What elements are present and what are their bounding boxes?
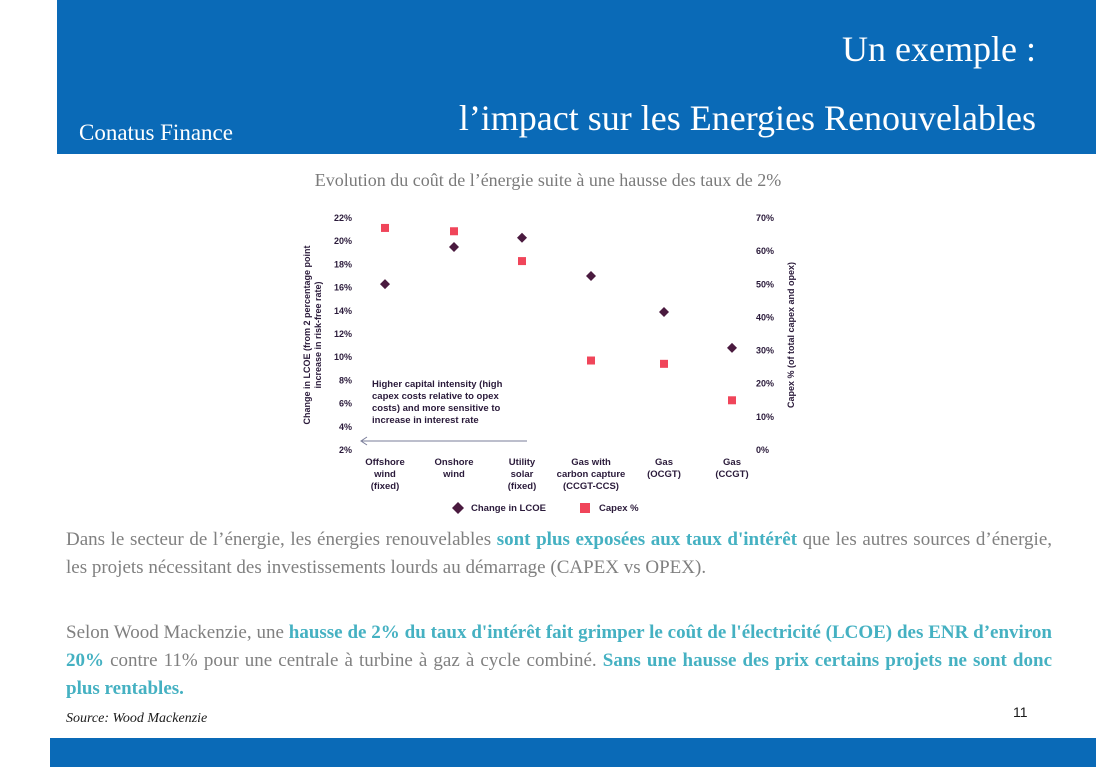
x-category-label: (CCGT-CCS): [563, 481, 619, 492]
y-right-tick-label: 60%: [756, 246, 775, 257]
p1-highlight: sont plus exposées aux taux d'intérêt: [496, 529, 798, 550]
y-left-tick-label: 16%: [333, 282, 352, 293]
legend-lcoe-marker: [452, 502, 464, 514]
slide-title-line2: l’impact sur les Energies Renouvelables: [458, 98, 1036, 138]
annotation-line: capex costs relative to opex: [372, 391, 499, 402]
p2-highlight-2: Sans une hausse des prix certains projets ne sont donc plus rentables.: [66, 650, 1052, 699]
header-banner: [57, 0, 1096, 154]
capex-point: [381, 224, 389, 232]
x-category-label: (CCGT): [715, 469, 749, 480]
lcoe-point: [727, 343, 737, 353]
x-category-label: Utility: [508, 457, 536, 468]
capex-point: [450, 227, 458, 235]
y-left-axis-label-line2: increase in risk-free rate): [313, 281, 323, 389]
y-left-axis-ticks: [334, 213, 352, 455]
p1-text-a: Dans le secteur de l’énergie, les énergies renouvelables: [66, 529, 497, 550]
capex-point: [728, 396, 736, 404]
y-left-tick-label: 14%: [333, 305, 352, 316]
x-category-label: carbon capture: [556, 469, 626, 480]
legend-capex-marker: [580, 503, 590, 513]
source-note: Source: Wood Mackenzie: [66, 711, 208, 726]
x-axis-categories: [365, 457, 748, 492]
y-right-tick-label: 40%: [756, 312, 775, 323]
y-left-tick-label: 8%: [338, 375, 352, 386]
y-right-axis-ticks: [756, 213, 774, 455]
capital-intensity-annotation: [372, 379, 503, 426]
x-category-label: Onshore: [434, 457, 474, 468]
x-category-label: solar: [510, 469, 534, 480]
y-left-axis-label-line1: Change in LCOE (from 2 percentage point: [302, 245, 312, 425]
x-category-label: (fixed): [507, 481, 537, 492]
lcoe-point: [586, 271, 596, 281]
y-left-tick-label: 20%: [333, 236, 352, 247]
y-left-tick-label: 22%: [333, 213, 352, 223]
y-left-tick-label: 2%: [338, 445, 352, 455]
page-number: 11: [1013, 704, 1028, 720]
p2-highlight-1: hausse de 2% du taux d'intérêt fait grimper le coût de l'électricité (LCOE) des ENR d’environ 20%: [66, 622, 1052, 671]
y-right-tick-label: 30%: [756, 345, 775, 356]
paragraph-wood-mackenzie: [66, 619, 1052, 703]
y-right-tick-label: 10%: [756, 411, 775, 422]
annotation-line: increase in interest rate: [372, 415, 479, 426]
footer-banner: [50, 738, 1096, 767]
annotation-line: costs) and more sensitive to: [372, 403, 501, 414]
x-category-label: Gas: [723, 457, 741, 468]
legend-lcoe-label: Change in LCOE: [471, 503, 546, 514]
lcoe-point: [449, 242, 459, 252]
p1-text-c: que les autres sources d’énergie, les projets nécessitant des investissements lourds au démarrage (CAPEX vs OPEX).: [66, 529, 1053, 578]
capex-point: [587, 357, 595, 365]
x-category-label: wind: [443, 469, 465, 480]
x-category-label: (fixed): [370, 481, 400, 492]
y-right-tick-label: 20%: [756, 378, 775, 389]
p2-text-a: Selon Wood Mackenzie, une: [66, 622, 289, 643]
lcoe-point: [659, 307, 669, 317]
x-category-label: wind: [374, 469, 396, 480]
y-left-tick-label: 18%: [333, 259, 352, 270]
x-category-label: (OCGT): [647, 469, 681, 480]
y-right-tick-label: 0%: [756, 445, 770, 455]
annotation-line: Higher capital intensity (high: [372, 379, 503, 390]
y-left-tick-label: 12%: [333, 329, 352, 339]
capex-point: [660, 360, 668, 368]
y-right-tick-label: 50%: [756, 279, 775, 290]
legend-capex-label: Capex %: [599, 503, 639, 514]
y-left-tick-label: 10%: [333, 352, 352, 363]
lcoe-point: [380, 279, 390, 289]
y-right-axis-label: Capex % (of total capex and opex): [786, 261, 796, 409]
chart-marks: [380, 224, 737, 404]
brand-name: Conatus Finance: [79, 120, 233, 145]
capex-point: [518, 257, 526, 265]
y-left-tick-label: 4%: [338, 421, 352, 432]
x-category-label: Offshore: [365, 457, 405, 468]
slide-title-line1: Un exemple :: [842, 29, 1036, 69]
lcoe-point: [517, 233, 527, 243]
chart-caption: Evolution du coût de l’énergie suite à une hausse des taux de 2%: [314, 170, 782, 190]
x-category-label: Gas: [655, 457, 673, 468]
chart-legend: [452, 502, 639, 514]
lcoe-capex-chart: [290, 205, 810, 520]
p2-text-c: contre 11% pour une centrale à turbine à gaz à cycle combiné.: [104, 650, 603, 671]
y-right-tick-label: 70%: [756, 213, 775, 223]
y-left-tick-label: 6%: [338, 398, 352, 409]
paragraph-exposure: [66, 526, 1052, 582]
x-category-label: Gas with: [571, 457, 611, 468]
